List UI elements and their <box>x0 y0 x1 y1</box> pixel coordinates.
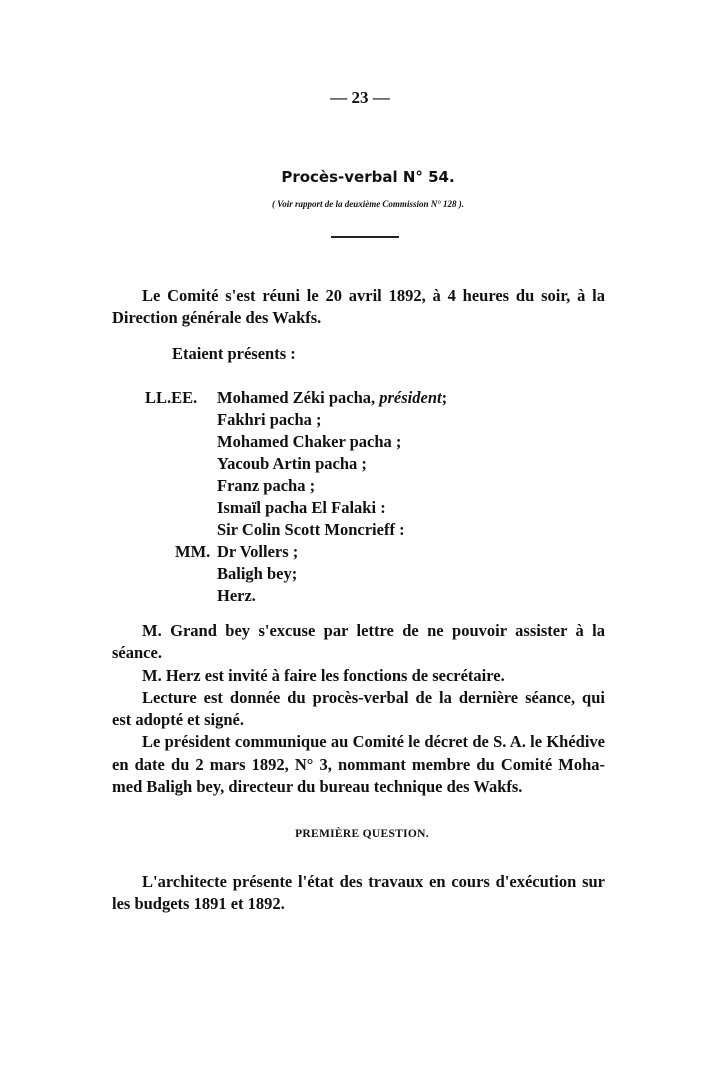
final-paragraph <box>112 871 605 916</box>
attendee-name: Mohamed Chaker pacha ; <box>217 432 402 451</box>
text-line: Le Comité s'est réuni le 20 avril 1892, à 4 heures du soir, à la <box>142 286 605 305</box>
text-line: Le président communique au Comité le décret de S. A. le Khédive <box>142 732 605 752</box>
present-label: Etaient présents : <box>172 344 296 363</box>
section-heading: PREMIÈRE QUESTION. <box>295 828 429 840</box>
attendee-name: Ismaïl pacha El Falaki : <box>217 498 386 517</box>
attendee-name: Dr Vollers ; <box>217 542 299 561</box>
text-line: med Baligh bey, directeur du bureau technique des Wakfs. <box>112 777 523 797</box>
attendee-prefix: LL.EE. <box>145 388 198 407</box>
attendee-list <box>145 387 447 607</box>
attendee-name: Baligh bey; <box>217 564 298 583</box>
text-line: séance. <box>112 643 162 663</box>
attendee-prefix: MM. <box>175 542 211 561</box>
minutes-body <box>112 620 605 798</box>
attendee-role: président <box>379 388 442 407</box>
attendee-row <box>145 431 447 453</box>
attendee-row <box>145 453 447 475</box>
attendee-name: Mohamed Zéki pacha, <box>217 388 376 407</box>
document-subtitle: ( Voir rapport de la deuxième Commission N° 128 ). <box>271 199 465 209</box>
punctuation: ; <box>441 388 448 407</box>
divider-rule <box>331 236 399 238</box>
attendee-row <box>145 541 447 563</box>
attendee-row <box>145 387 447 409</box>
page-number: — 23 — <box>330 88 390 107</box>
attendee-row <box>145 585 447 607</box>
text-line: en date du 2 mars 1892, N° 3, nommant membre du Comité Moha- <box>112 754 605 774</box>
attendee-name: Fakhri pacha ; <box>217 410 322 429</box>
text-line: L'architecte présente l'état des travaux en cours d'exécution sur <box>142 872 605 891</box>
attendee-name: Yacoub Artin pacha ; <box>217 454 367 473</box>
attendee-name: Franz pacha ; <box>217 476 316 495</box>
text-line: Lecture est donnée du procès-verbal de la dernière séance, qui <box>142 687 605 707</box>
document-title: Procès-verbal N° 54. <box>281 168 455 186</box>
text-line: est adopté et signé. <box>112 710 244 730</box>
attendee-name: Herz. <box>217 586 256 605</box>
text-line: M. Herz est invité à faire les fonctions de secrétaire. <box>142 665 505 685</box>
text-line: les budgets 1891 et 1892. <box>112 894 285 914</box>
attendee-name: Sir Colin Scott Moncrieff : <box>217 520 405 539</box>
attendee-row <box>145 519 447 541</box>
attendee-row <box>145 475 447 497</box>
attendee-row <box>145 497 447 519</box>
attendee-row <box>145 563 447 585</box>
text-line: Direction générale des Wakfs. <box>112 308 322 328</box>
attendee-row <box>145 409 447 431</box>
text-line: M. Grand bey s'excuse par lettre de ne pouvoir assister à la <box>142 621 605 640</box>
intro-paragraph <box>112 285 605 330</box>
